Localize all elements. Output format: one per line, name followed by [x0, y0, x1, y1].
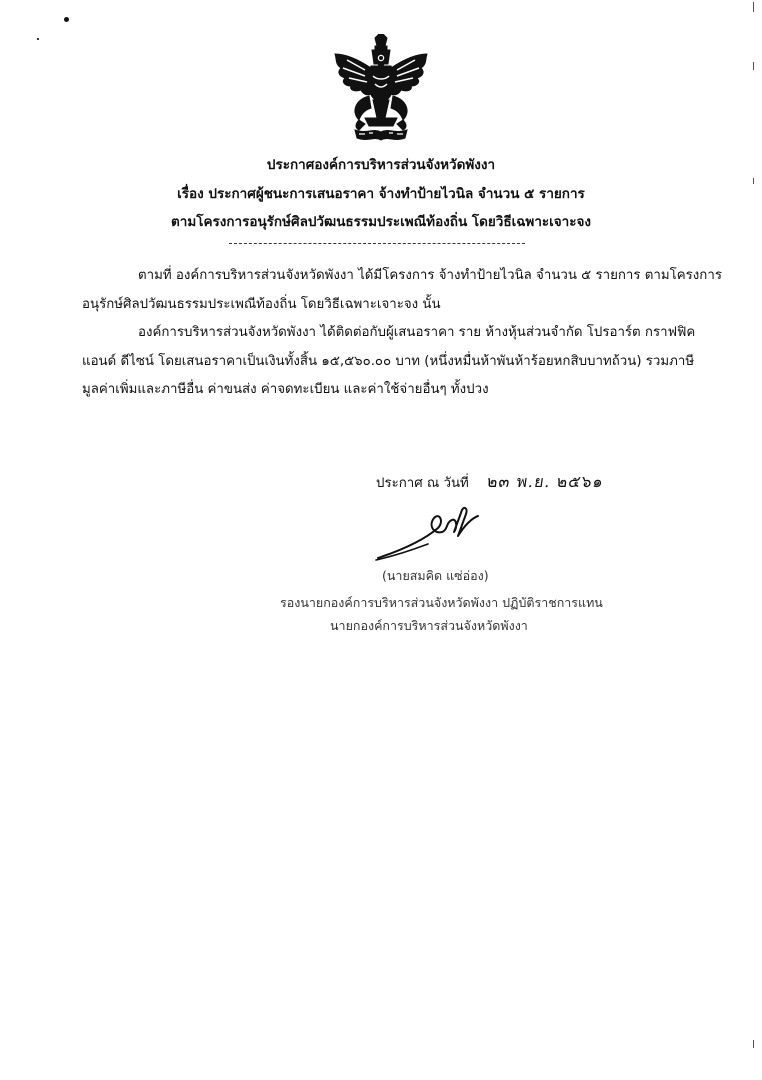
signatory-position-line-2: นายกองค์การบริหารส่วนจังหวัดพังงา [330, 618, 528, 633]
announcement-date-handwritten: ๒๓ พ.ย. ๒๕๖๑ [485, 472, 606, 491]
document-issuer-heading: ประกาศองค์การบริหารส่วนจังหวัดพังงา [266, 157, 496, 173]
scan-dot [64, 17, 69, 22]
handwritten-signature [372, 500, 482, 564]
scan-edge-mark [753, 1040, 754, 1048]
document-project-heading: ตามโครงการอนุรักษ์ศิลปวัฒนธรรมประเพณีท้องถิ่น โดยวิธีเฉพาะเจาะจง [170, 214, 592, 230]
garuda-emblem-icon [325, 34, 437, 146]
paragraph-2-line-2: แอนด์ ดีไซน์ โดยเสนอราคาเป็นเงินทั้งสิ้น ๑๕,๕๖๐.๐๐ บาท (หนึ่งหมื่นห้าพันห้าร้อยหกสิบบาทถ้วน) รวมภาษี [82, 354, 695, 369]
scan-edge-mark [753, 2, 754, 12]
paragraph-2-line-3: มูลค่าเพิ่มและภาษีอื่น ค่าขนส่ง ค่าจดทะเบียน และค่าใช้จ่ายอื่นๆ ทั้งปวง [82, 382, 489, 397]
document-subject-heading: เรื่อง ประกาศผู้ชนะการเสนอราคา จ้างทำป้ายไวนิล จำนวน ๕ รายการ [177, 186, 585, 202]
signatory-position-line-1: รองนายกองค์การบริหารส่วนจังหวัดพังงา ปฏิบัติราชการแทน [280, 595, 603, 610]
scan-mark [37, 38, 39, 40]
announcement-date-label: ประกาศ ณ วันที่ [376, 476, 469, 491]
paragraph-1-line-1: ตามที่ องค์การบริหารส่วนจังหวัดพังงา ได้มีโครงการ จ้างทำป้ายไวนิล จำนวน ๕ รายการ ตามโครงการ [138, 268, 722, 283]
header-divider [229, 243, 525, 244]
scan-edge-mark [753, 62, 754, 70]
paragraph-2-line-1: องค์การบริหารส่วนจังหวัดพังงา ได้ติดต่อกับผู้เสนอราคา ราย ห้างหุ้นส่วนจำกัด โปรอาร์ต กราฟฟิค [138, 325, 696, 340]
announcement-date [376, 470, 604, 495]
paragraph-1-line-2: อนุรักษ์ศิลปวัฒนธรรมประเพณีท้องถิ่น โดยวิธีเฉพาะเจาะจง นั้น [82, 297, 441, 312]
signatory-name: (นายสมคิด แซ่อ่อง) [382, 568, 489, 583]
